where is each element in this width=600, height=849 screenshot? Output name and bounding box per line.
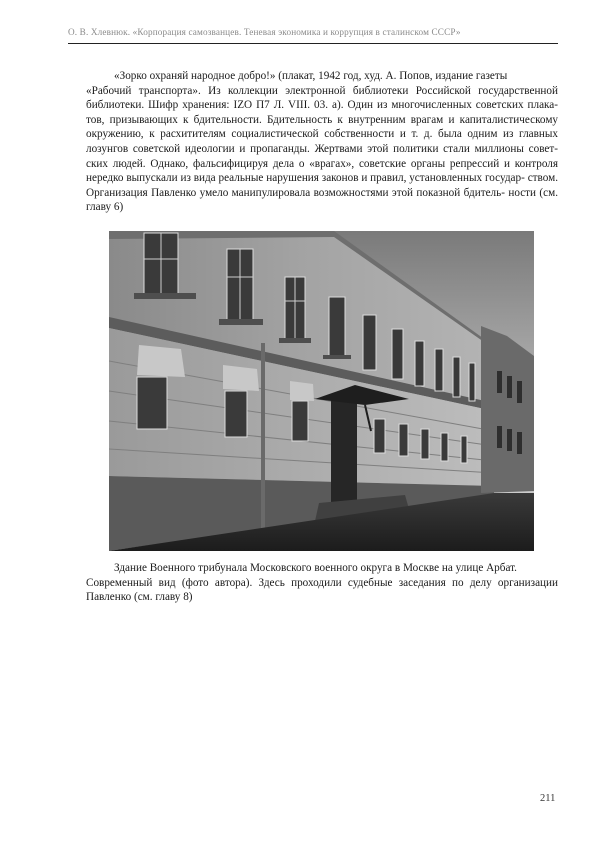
caption-line: Здание Военного трибунала Московского военного округа в Москве на улице Арбат.: [114, 562, 517, 574]
paragraph-line: нередко выпускали из вида реальные нарушения законов и правил, установленных государ-: [86, 172, 525, 185]
paragraph-line: ности (см. главу 6): [86, 186, 558, 214]
caption-line: Павленко (см. главу 8): [86, 591, 193, 604]
drainpipe: [261, 343, 265, 533]
paragraph-line: лозунгов советской идеологии и пропаганды. Жертвами этой политики стали миллионы совет-: [86, 142, 558, 155]
paragraph-line: «Зорко охраняй народное добро!» (плакат, 1942 год, худ. А. Попов, издание газеты: [114, 70, 508, 82]
entrance-door: [331, 399, 357, 503]
paragraph-line: ских людей. Однако, фальсифицируя дела о «врагах», советские органы репрессий и контроля: [86, 157, 558, 170]
poster-caption-paragraph: [86, 69, 558, 215]
paragraph-line: библиотеки. Шифр хранения: IZO П7 Л. VIII. 03. а). Один из многочисленных советских плака-: [86, 99, 558, 112]
paragraph-line: ством. Организация Павленко умело манипулировала возможностями этой показной бдитель-: [86, 172, 559, 199]
caption-line: Современный вид (фото автора). Здесь проходили судебные заседания по делу организации: [86, 576, 558, 589]
photo-caption: [86, 561, 558, 605]
header-rule: [68, 43, 558, 44]
paragraph-line: «Рабочий транспорта». Из коллекции электронной библиотеки Российской государственной: [86, 84, 558, 97]
distant-building: [481, 326, 534, 493]
paragraph-line: окружению, к расхитителям социалистической собственности и т. д. была одним из главных: [86, 128, 558, 141]
page-number: 211: [540, 793, 556, 804]
building-photo: [109, 231, 534, 551]
running-head: О. В. Хлевнюк. «Корпорация самозванцев. Теневая экономика и коррупция в сталинском СССР»: [68, 27, 461, 37]
paragraph-line: тов, призывающих к бдительности. Бдительность к внутренним врагам и капиталистическому: [86, 113, 558, 126]
